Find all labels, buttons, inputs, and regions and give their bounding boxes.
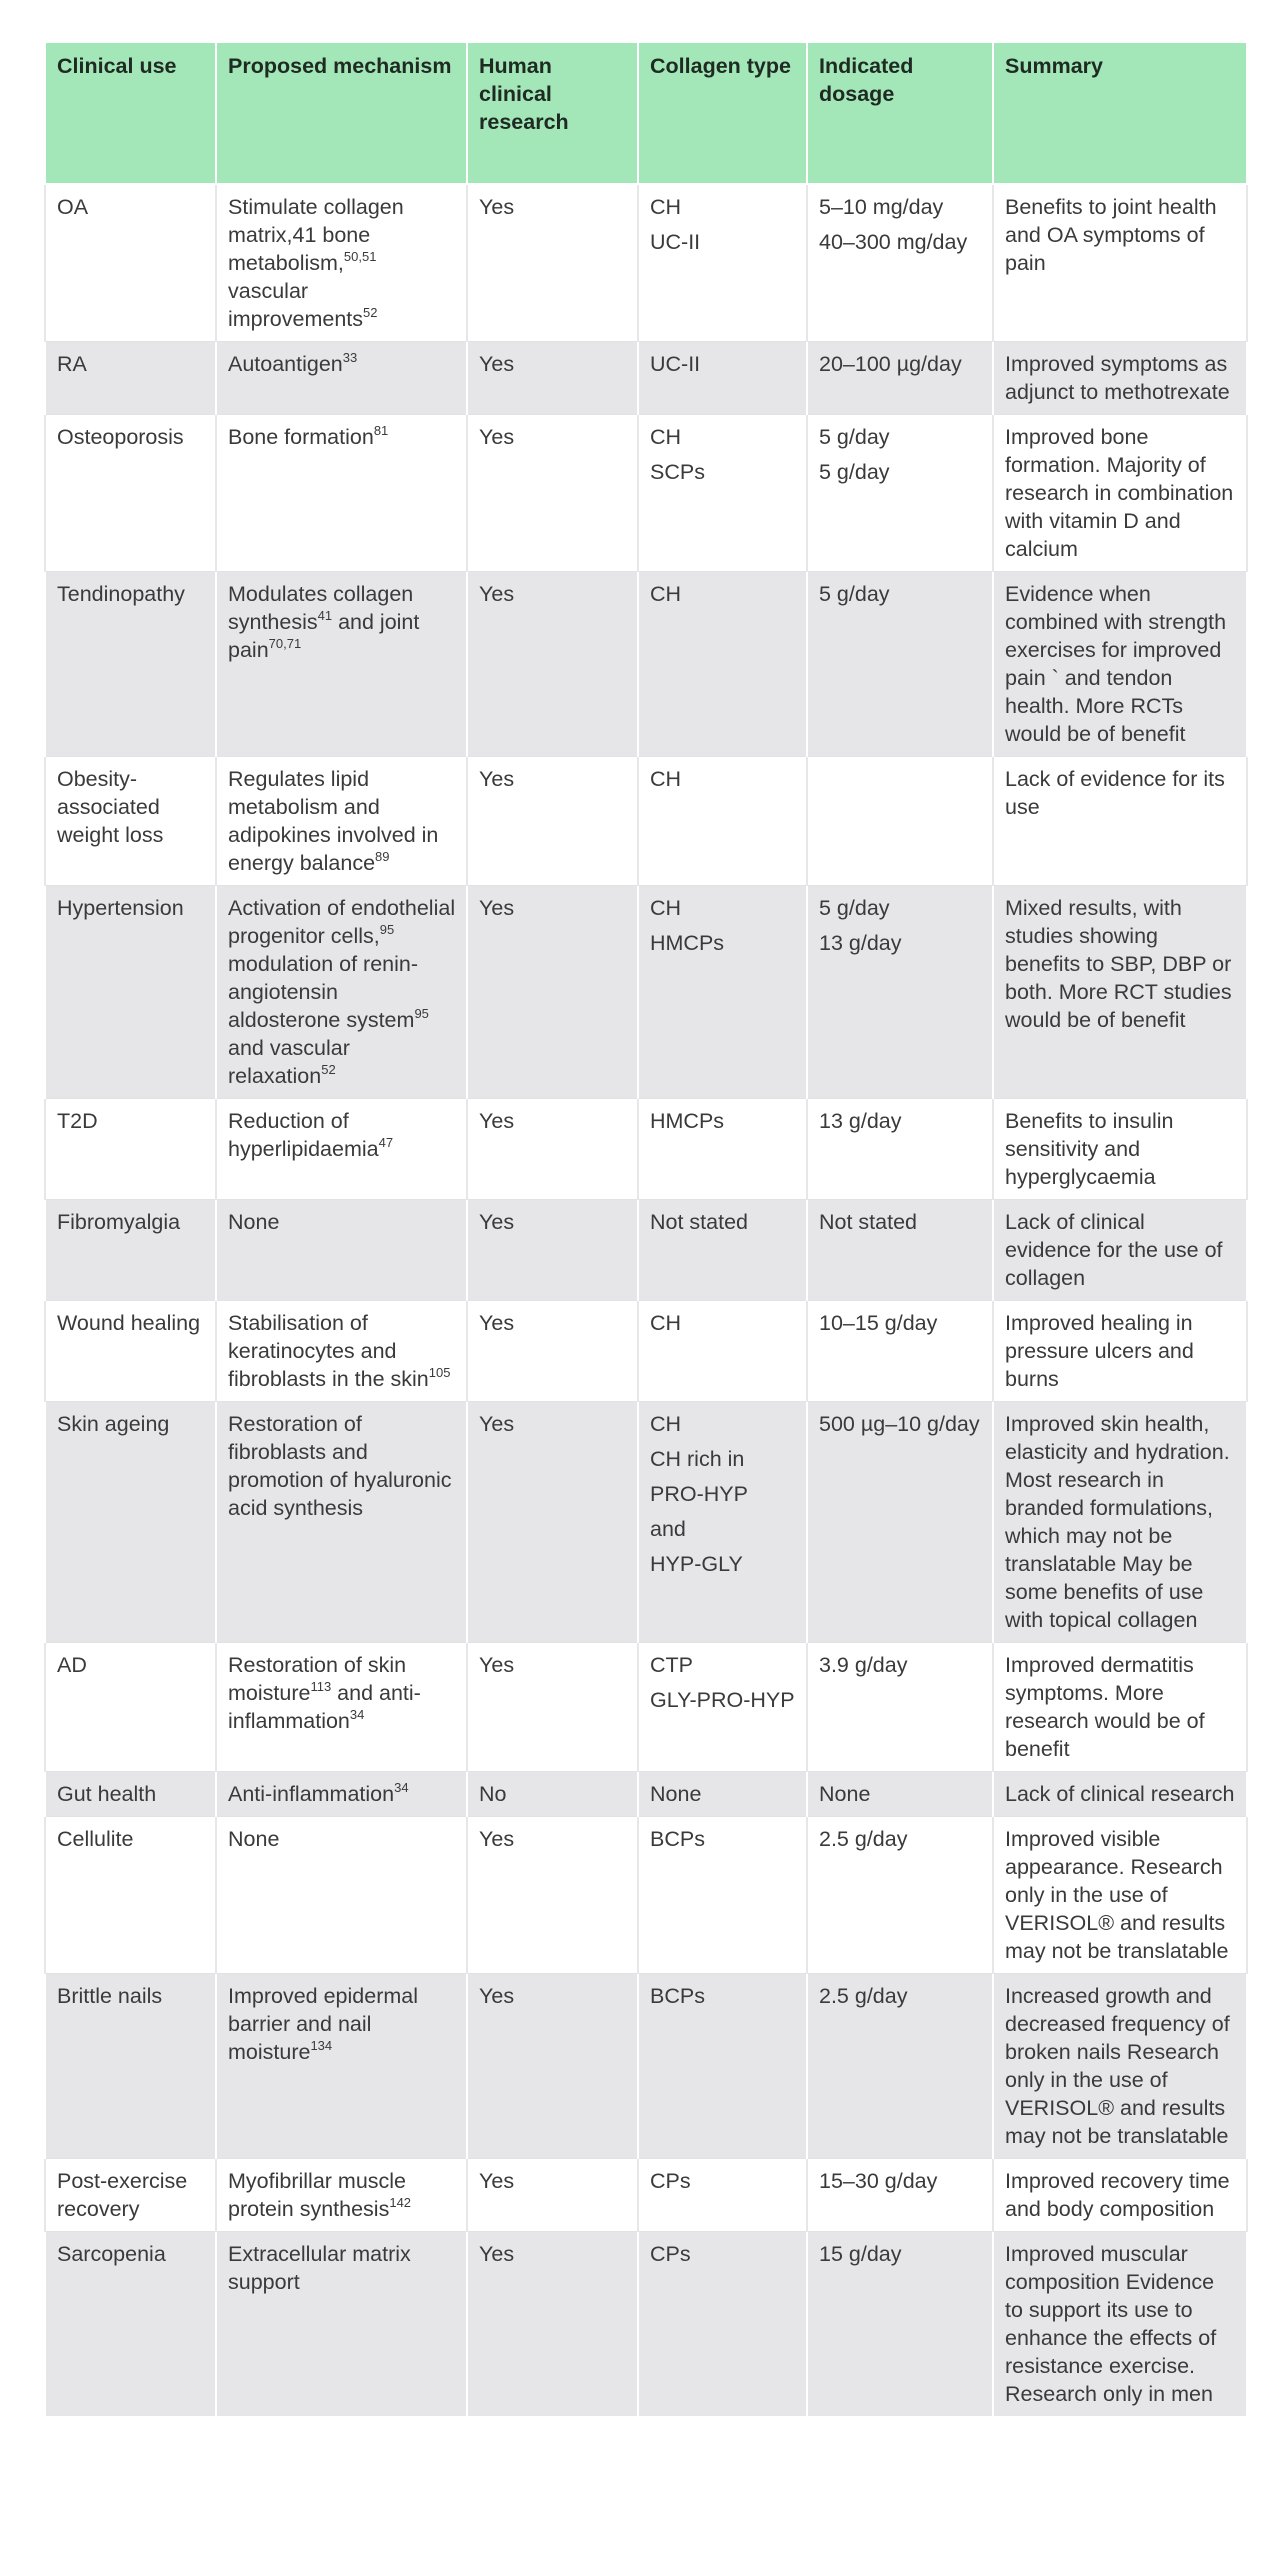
cell-indicated-dosage: [807, 1772, 993, 1817]
cell-proposed-mechanism: [216, 1772, 467, 1817]
summary-text: Improved visible appearance. Research only in the use of VERISOL® and results may not be translatable: [1005, 1827, 1229, 1963]
collagen-type-text: UC-II: [650, 352, 701, 376]
cell-clinical-use: [45, 1817, 216, 1974]
cell-human-clinical-research: [467, 342, 638, 415]
reference-superscript: 34: [394, 1779, 409, 1795]
table-row: [45, 1974, 1247, 2159]
cell-clinical-use: [45, 184, 216, 342]
table-row: [45, 184, 1247, 342]
summary-text: Benefits to insulin sensitivity and hyperglycaemia: [1005, 1109, 1174, 1189]
research-text: No: [479, 1782, 507, 1806]
dosage-text: 5–10 mg/day: [819, 195, 944, 219]
mechanism-text: Anti-inflammation: [228, 1782, 395, 1806]
mechanism-text: Myofibrillar muscle protein synthesis: [228, 2169, 407, 2221]
collagen-clinical-use-table: [44, 43, 1248, 2416]
cell-collagen-type: [638, 572, 807, 757]
cell-clinical-use: [45, 1402, 216, 1643]
cell-proposed-mechanism: [216, 1643, 467, 1772]
summary-text: Improved dermatitis symptoms. More research would be of benefit: [1005, 1653, 1205, 1761]
research-text: Yes: [479, 896, 515, 920]
research-text: Yes: [479, 1311, 515, 1335]
mechanism-text: and joint pain: [228, 610, 420, 662]
cell-summary: [993, 886, 1247, 1099]
reference-superscript: 142: [389, 2194, 412, 2210]
cell-human-clinical-research: [467, 572, 638, 757]
dosage-text: 5 g/day: [819, 460, 890, 484]
collagen-type-text: BCPs: [650, 1827, 705, 1851]
dosage-text: 5 g/day: [819, 425, 890, 449]
research-text: Yes: [479, 1210, 515, 1234]
summary-text: Benefits to joint health and OA symptoms of pain: [1005, 195, 1217, 275]
table-row: [45, 1301, 1247, 1402]
cell-collagen-type: [638, 415, 807, 572]
cell-human-clinical-research: [467, 415, 638, 572]
collagen-type-text: CH: [650, 582, 682, 606]
research-text: Yes: [479, 1109, 515, 1133]
summary-text: Lack of evidence for its use: [1005, 767, 1225, 819]
table-row: [45, 415, 1247, 572]
cell-collagen-type: [638, 1772, 807, 1817]
summary-text: Improved skin health, elasticity and hydration. Most research in branded formulations, which may not be translatable May be some benefits of use with topical collagen: [1005, 1412, 1230, 1632]
cell-summary: [993, 1200, 1247, 1301]
dosage-text: 20–100 µg/day: [819, 352, 962, 376]
clinical-use-text: T2D: [57, 1109, 98, 1133]
mechanism-text: Restoration of fibroblasts and promotion of hyaluronic acid synthesis: [228, 1412, 452, 1520]
cell-indicated-dosage: [807, 1817, 993, 1974]
header-human-clinical-research: Human clinical research: [467, 43, 638, 184]
clinical-use-text: Wound healing: [57, 1311, 201, 1335]
cell-indicated-dosage: [807, 415, 993, 572]
mechanism-text: Modulates collagen synthesis: [228, 582, 414, 634]
mechanism-text: Reduction of hyperlipidaemia: [228, 1109, 379, 1161]
mechanism-text: Autoantigen: [228, 352, 343, 376]
collagen-type-text: CPs: [650, 2242, 691, 2266]
reference-superscript: 113: [310, 1678, 332, 1694]
cell-proposed-mechanism: [216, 1402, 467, 1643]
summary-text: Evidence when combined with strength exercises for improved pain ` and tendon health. More RCTs would be of benefit: [1005, 582, 1227, 746]
table-row: [45, 1200, 1247, 1301]
cell-clinical-use: [45, 2232, 216, 2417]
clinical-use-text: Obesity-associated weight loss: [57, 767, 164, 847]
clinical-use-text: Brittle nails: [57, 1984, 163, 2008]
cell-proposed-mechanism: [216, 184, 467, 342]
summary-text: Lack of clinical research: [1005, 1782, 1235, 1806]
table-row: [45, 1643, 1247, 1772]
dosage-text: 3.9 g/day: [819, 1653, 908, 1677]
cell-summary: [993, 1402, 1247, 1643]
collagen-type-text: CTP: [650, 1653, 693, 1677]
cell-indicated-dosage: [807, 1643, 993, 1772]
cell-summary: [993, 2159, 1247, 2232]
cell-human-clinical-research: [467, 184, 638, 342]
mechanism-text: Regulates lipid metabolism and adipokines involved in energy balance: [228, 767, 439, 875]
mechanism-text: and vascular relaxation: [228, 1036, 350, 1088]
collagen-type-text: Not stated: [650, 1210, 748, 1234]
header-indicated-dosage: Indicated dosage: [807, 43, 993, 184]
research-text: Yes: [479, 1412, 515, 1436]
cell-clinical-use: [45, 415, 216, 572]
table-row: [45, 1772, 1247, 1817]
dosage-text: Not stated: [819, 1210, 917, 1234]
cell-clinical-use: [45, 342, 216, 415]
cell-proposed-mechanism: [216, 1974, 467, 2159]
reference-superscript: 34: [349, 1706, 365, 1722]
cell-indicated-dosage: [807, 2232, 993, 2417]
reference-superscript: 105: [428, 1364, 451, 1380]
cell-human-clinical-research: [467, 886, 638, 1099]
cell-summary: [993, 757, 1247, 886]
clinical-use-text: Cellulite: [57, 1827, 134, 1851]
summary-text: Improved muscular composition Evidence to support its use to enhance the effects of resistance exercise. Research only in men: [1005, 2242, 1217, 2406]
research-text: Yes: [479, 1984, 515, 2008]
cell-clinical-use: [45, 1200, 216, 1301]
dosage-text: None: [819, 1782, 871, 1806]
cell-proposed-mechanism: [216, 757, 467, 886]
cell-indicated-dosage: [807, 2159, 993, 2232]
clinical-use-text: AD: [57, 1653, 87, 1677]
table-row: [45, 1402, 1247, 1643]
clinical-use-text: Sarcopenia: [57, 2242, 166, 2266]
collagen-clinical-use-table-container: [44, 43, 1246, 2416]
mechanism-text: and anti-inflammation: [228, 1681, 421, 1733]
table-row: [45, 886, 1247, 1099]
clinical-use-text: Hypertension: [57, 896, 184, 920]
collagen-type-text: HMCPs: [650, 1109, 725, 1133]
mechanism-text: Improved epidermal barrier and nail moisture: [228, 1984, 419, 2064]
dosage-text: 13 g/day: [819, 931, 902, 955]
cell-human-clinical-research: [467, 1643, 638, 1772]
research-text: Yes: [479, 2169, 515, 2193]
collagen-type-text: CH rich in: [650, 1447, 745, 1471]
dosage-text: 13 g/day: [819, 1109, 902, 1133]
cell-proposed-mechanism: [216, 1099, 467, 1200]
clinical-use-text: Gut health: [57, 1782, 157, 1806]
reference-superscript: 134: [310, 2037, 333, 2053]
cell-indicated-dosage: [807, 757, 993, 886]
dosage-text: 10–15 g/day: [819, 1311, 938, 1335]
collagen-type-text: CH: [650, 767, 682, 791]
cell-indicated-dosage: [807, 1974, 993, 2159]
cell-indicated-dosage: [807, 184, 993, 342]
reference-superscript: 50,51: [343, 248, 377, 264]
header-summary: Summary: [993, 43, 1247, 184]
research-text: Yes: [479, 195, 515, 219]
dosage-text: 2.5 g/day: [819, 1984, 908, 2008]
cell-collagen-type: [638, 1402, 807, 1643]
reference-superscript: 41: [317, 607, 333, 623]
cell-human-clinical-research: [467, 757, 638, 886]
collagen-type-text: CH: [650, 896, 682, 920]
table-row: [45, 2232, 1247, 2417]
research-text: Yes: [479, 2242, 515, 2266]
cell-proposed-mechanism: [216, 415, 467, 572]
mechanism-text: Bone formation: [228, 425, 374, 449]
collagen-type-text: and: [650, 1517, 686, 1541]
clinical-use-text: Skin ageing: [57, 1412, 170, 1436]
mechanism-text: modulation of renin-angiotensin aldosterone system: [228, 952, 419, 1032]
cell-collagen-type: [638, 1099, 807, 1200]
dosage-text: 15–30 g/day: [819, 2169, 938, 2193]
research-text: Yes: [479, 582, 515, 606]
table-header: [45, 43, 1247, 184]
collagen-type-text: CH: [650, 425, 682, 449]
mechanism-text: Stimulate collagen matrix,41 bone metabolism,: [228, 195, 404, 275]
research-text: Yes: [479, 1653, 515, 1677]
cell-collagen-type: [638, 342, 807, 415]
cell-clinical-use: [45, 1643, 216, 1772]
table-row: [45, 1817, 1247, 1974]
cell-summary: [993, 572, 1247, 757]
header-collagen-type: Collagen type: [638, 43, 807, 184]
cell-collagen-type: [638, 2232, 807, 2417]
reference-superscript: 52: [321, 1061, 336, 1077]
cell-human-clinical-research: [467, 1301, 638, 1402]
cell-indicated-dosage: [807, 1301, 993, 1402]
cell-summary: [993, 1099, 1247, 1200]
clinical-use-text: Osteoporosis: [57, 425, 184, 449]
cell-clinical-use: [45, 572, 216, 757]
collagen-type-text: GLY-PRO-HYP: [650, 1688, 795, 1712]
cell-human-clinical-research: [467, 1817, 638, 1974]
reference-superscript: 95: [414, 1005, 429, 1021]
cell-proposed-mechanism: [216, 886, 467, 1099]
table-row: [45, 1099, 1247, 1200]
cell-human-clinical-research: [467, 1974, 638, 2159]
collagen-type-text: PRO-HYP: [650, 1482, 748, 1506]
cell-human-clinical-research: [467, 1772, 638, 1817]
cell-indicated-dosage: [807, 342, 993, 415]
cell-clinical-use: [45, 1301, 216, 1402]
cell-clinical-use: [45, 1974, 216, 2159]
collagen-type-text: CPs: [650, 2169, 691, 2193]
mechanism-text: None: [228, 1210, 280, 1234]
dosage-text: 5 g/day: [819, 896, 890, 920]
cell-indicated-dosage: [807, 572, 993, 757]
summary-text: Increased growth and decreased frequency of broken nails Research only in the use of VERISOL® and results may not be translatable: [1005, 1984, 1230, 2148]
cell-summary: [993, 1772, 1247, 1817]
table-row: [45, 2159, 1247, 2232]
dosage-text: 2.5 g/day: [819, 1827, 908, 1851]
clinical-use-text: Tendinopathy: [57, 582, 185, 606]
research-text: Yes: [479, 425, 515, 449]
research-text: Yes: [479, 767, 515, 791]
mechanism-text: Activation of endothelial progenitor cells,: [228, 896, 456, 948]
cell-collagen-type: [638, 1974, 807, 2159]
cell-summary: [993, 1817, 1247, 1974]
collagen-type-text: None: [650, 1782, 702, 1806]
cell-human-clinical-research: [467, 2232, 638, 2417]
cell-summary: [993, 342, 1247, 415]
cell-summary: [993, 1643, 1247, 1772]
cell-summary: [993, 1301, 1247, 1402]
cell-proposed-mechanism: [216, 1301, 467, 1402]
header-clinical-use: Clinical use: [45, 43, 216, 184]
cell-collagen-type: [638, 1301, 807, 1402]
collagen-type-text: HYP-GLY: [650, 1552, 743, 1576]
dosage-text: 5 g/day: [819, 582, 890, 606]
summary-text: Mixed results, with studies showing benefits to SBP, DBP or both. More RCT studies would be of benefit: [1005, 896, 1232, 1032]
reference-superscript: 89: [375, 848, 390, 864]
cell-collagen-type: [638, 184, 807, 342]
reference-superscript: 81: [373, 422, 389, 438]
cell-clinical-use: [45, 757, 216, 886]
collagen-type-text: HMCPs: [650, 931, 725, 955]
mechanism-text: Extracellular matrix support: [228, 2242, 411, 2294]
cell-clinical-use: [45, 1772, 216, 1817]
cell-indicated-dosage: [807, 1200, 993, 1301]
mechanism-text: Restoration of skin moisture: [228, 1653, 407, 1705]
research-text: Yes: [479, 1827, 515, 1851]
cell-summary: [993, 415, 1247, 572]
table-row: [45, 572, 1247, 757]
clinical-use-text: Fibromyalgia: [57, 1210, 181, 1234]
cell-clinical-use: [45, 2159, 216, 2232]
collagen-type-text: CH: [650, 1412, 682, 1436]
cell-proposed-mechanism: [216, 342, 467, 415]
cell-human-clinical-research: [467, 1402, 638, 1643]
collagen-type-text: CH: [650, 1311, 682, 1335]
reference-superscript: 33: [342, 349, 358, 365]
clinical-use-text: OA: [57, 195, 89, 219]
cell-proposed-mechanism: [216, 572, 467, 757]
collagen-type-text: SCPs: [650, 460, 705, 484]
cell-human-clinical-research: [467, 1099, 638, 1200]
mechanism-text: vascular improvements: [228, 279, 364, 331]
mechanism-text: Stabilisation of keratinocytes and fibroblasts in the skin: [228, 1311, 429, 1391]
summary-text: Improved symptoms as adjunct to methotrexate: [1005, 352, 1230, 404]
cell-indicated-dosage: [807, 1402, 993, 1643]
mechanism-text: None: [228, 1827, 280, 1851]
collagen-type-text: BCPs: [650, 1984, 705, 2008]
dosage-text: 40–300 mg/day: [819, 230, 968, 254]
header-row: [45, 43, 1247, 184]
cell-proposed-mechanism: [216, 2232, 467, 2417]
cell-clinical-use: [45, 886, 216, 1099]
summary-text: Improved recovery time and body composition: [1005, 2169, 1230, 2221]
summary-text: Improved healing in pressure ulcers and burns: [1005, 1311, 1194, 1391]
cell-human-clinical-research: [467, 1200, 638, 1301]
cell-summary: [993, 1974, 1247, 2159]
clinical-use-text: Post-exercise recovery: [57, 2169, 188, 2221]
dosage-text: 15 g/day: [819, 2242, 902, 2266]
collagen-type-text: CH: [650, 195, 682, 219]
cell-summary: [993, 184, 1247, 342]
cell-proposed-mechanism: [216, 2159, 467, 2232]
dosage-text: 500 µg–10 g/day: [819, 1412, 980, 1436]
reference-superscript: 47: [378, 1134, 394, 1150]
cell-indicated-dosage: [807, 1099, 993, 1200]
summary-text: Lack of clinical evidence for the use of collagen: [1005, 1210, 1223, 1290]
cell-indicated-dosage: [807, 886, 993, 1099]
collagen-type-text: UC-II: [650, 230, 701, 254]
cell-summary: [993, 2232, 1247, 2417]
cell-collagen-type: [638, 2159, 807, 2232]
cell-collagen-type: [638, 1200, 807, 1301]
cell-collagen-type: [638, 886, 807, 1099]
cell-proposed-mechanism: [216, 1200, 467, 1301]
cell-proposed-mechanism: [216, 1817, 467, 1974]
research-text: Yes: [479, 352, 515, 376]
cell-collagen-type: [638, 1643, 807, 1772]
header-proposed-mechanism: Proposed mechanism: [216, 43, 467, 184]
cell-collagen-type: [638, 1817, 807, 1974]
table-row: [45, 342, 1247, 415]
table-body: [45, 184, 1247, 2416]
reference-superscript: 70,71: [268, 635, 302, 651]
summary-text: Improved bone formation. Majority of research in combination with vitamin D and calcium: [1005, 425, 1234, 561]
cell-collagen-type: [638, 757, 807, 886]
table-row: [45, 757, 1247, 886]
cell-clinical-use: [45, 1099, 216, 1200]
clinical-use-text: RA: [57, 352, 87, 376]
cell-human-clinical-research: [467, 2159, 638, 2232]
reference-superscript: 52: [363, 304, 378, 320]
reference-superscript: 95: [379, 921, 395, 937]
